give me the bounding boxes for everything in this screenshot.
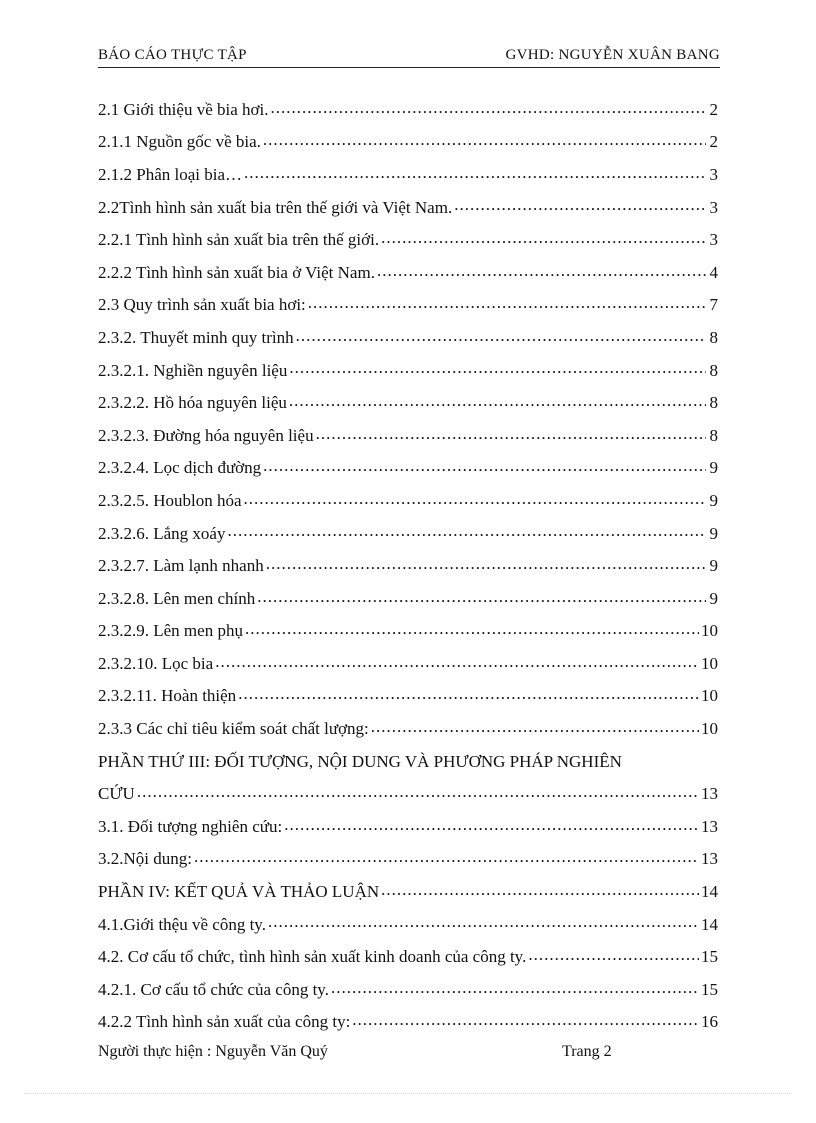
dot-leader <box>528 946 699 973</box>
toc-page-number: 13 <box>701 816 718 836</box>
toc-entry[interactable]: 2.3.2.10. Lọc bia ..... 10 <box>98 647 718 680</box>
toc-page-number: 3 <box>709 230 718 250</box>
toc-page-number: 10 <box>701 719 718 739</box>
toc-page-number: 9 <box>709 523 718 543</box>
toc-entry[interactable]: 2.1.1 Nguồn gốc về bia. ..... 2 <box>98 126 718 159</box>
toc-entry[interactable]: 2.3 Quy trình sản xuất bia hơi: ..... 7 <box>98 289 718 322</box>
dot-leader <box>257 588 706 615</box>
toc-page-number: 10 <box>701 653 718 673</box>
toc-entry[interactable]: 2.1.2 Phân loại bia… ..... 3 <box>98 158 718 191</box>
dot-leader <box>371 718 699 745</box>
page-number-label: Trang 2 <box>562 1043 612 1060</box>
dot-leader <box>194 848 699 875</box>
toc-page-number: 7 <box>709 295 718 315</box>
toc-entry[interactable]: 2.2.1 Tình hình sản xuất bia trên thế giới. ..... 3 <box>98 223 718 256</box>
report-title: BÁO CÁO THỰC TẬP <box>98 47 247 63</box>
dot-leader <box>268 913 699 940</box>
toc-entry[interactable]: 2.3.2.2. Hồ hóa nguyên liệu ..... 8 <box>98 386 718 419</box>
toc-page-number: 9 <box>709 556 718 576</box>
dot-leader <box>454 196 706 223</box>
table-of-contents <box>98 93 718 1038</box>
toc-entry[interactable]: 3.1. Đối tượng nghiên cứu: ..... 13 <box>98 810 718 843</box>
dot-leader <box>352 1011 699 1038</box>
toc-page-number: 9 <box>709 588 718 608</box>
toc-page-number: 14 <box>701 882 718 902</box>
dot-leader <box>270 99 706 126</box>
toc-entry[interactable]: 2.3.2.3. Đường hóa nguyên liệu ..... 8 <box>98 419 718 452</box>
toc-entry[interactable]: 2.3.3 Các chỉ tiêu kiểm soát chất lượng: ..... 10 <box>98 712 718 745</box>
toc-page-number: 8 <box>709 360 718 380</box>
dot-leader <box>308 294 706 321</box>
dot-leader <box>244 490 706 517</box>
toc-page-number: 14 <box>701 914 718 934</box>
toc-page-number: 2 <box>709 99 718 119</box>
dot-leader <box>244 164 706 191</box>
supervisor-name: GVHD: NGUYỄN XUÂN BANG <box>505 47 720 63</box>
toc-page-number: 10 <box>701 621 718 641</box>
dot-leader <box>381 229 706 256</box>
toc-entry[interactable]: 2.3.2.9. Lên men phụ ..... 10 <box>98 615 718 648</box>
toc-entry-part3[interactable]: PHẦN THỨ III: ĐỐI TƯỢNG, NỘI DUNG VÀ PHƯƠNG PHÁP NGHIÊN <box>98 751 622 771</box>
header-divider <box>98 67 720 68</box>
toc-page-number: 3 <box>709 164 718 184</box>
toc-entry[interactable]: 2.2.2 Tình hình sản xuất bia ở Việt Nam. ..... 4 <box>98 256 718 289</box>
toc-entry[interactable]: 2.3.2.5. Houblon hóa ..... 9 <box>98 484 718 517</box>
dot-leader <box>289 359 706 386</box>
dot-leader <box>331 979 699 1006</box>
toc-page-number: 16 <box>701 1012 718 1032</box>
dot-leader <box>227 522 706 549</box>
toc-page-number: 2 <box>709 132 718 152</box>
dot-leader <box>296 327 706 354</box>
author-line: Người thực hiện : Nguyễn Văn Quý <box>98 1043 328 1060</box>
dot-leader <box>289 392 706 419</box>
toc-entry[interactable]: 4.2.1. Cơ cấu tổ chức của công ty. ..... 15 <box>98 973 718 1006</box>
toc-entry[interactable]: 2.3.2.1. Nghiền nguyên liệu ..... 8 <box>98 354 718 387</box>
dot-leader <box>263 131 706 158</box>
dot-leader <box>263 457 706 484</box>
toc-page-number: 8 <box>709 393 718 413</box>
page-bottom-divider <box>24 1093 792 1094</box>
toc-page-number: 15 <box>701 947 718 967</box>
toc-entry[interactable]: 2.3.2.7. Làm lạnh nhanh ..... 9 <box>98 549 718 582</box>
dot-leader <box>245 620 699 647</box>
dot-leader <box>377 262 706 289</box>
toc-page-number: 9 <box>709 490 718 510</box>
toc-entry[interactable]: 2.3.2. Thuyết minh quy trình ..... 8 <box>98 321 718 354</box>
toc-page-number: 13 <box>701 784 718 804</box>
dot-leader <box>137 783 699 810</box>
dot-leader <box>215 653 699 680</box>
dot-leader <box>316 425 706 452</box>
toc-page-number: 8 <box>709 425 718 445</box>
toc-entry[interactable]: 2.3.2.4. Lọc dịch đường ..... 9 <box>98 452 718 485</box>
toc-page-number: 8 <box>709 327 718 347</box>
toc-page-number: 13 <box>701 849 718 869</box>
toc-entry[interactable]: 2.3.2.6. Lắng xoáy ..... 9 <box>98 517 718 550</box>
toc-entry[interactable]: 2.2Tình hình sản xuất bia trên thế giới và Việt Nam. ..... 3 <box>98 191 718 224</box>
toc-entry[interactable]: 4.1.Giới thệu về công ty. ..... 14 <box>98 908 718 941</box>
toc-entry-part3-cont[interactable]: CỨU ..... 13 <box>98 777 718 810</box>
toc-entry[interactable]: 2.3.2.8. Lên men chính ..... 9 <box>98 582 718 615</box>
toc-entry[interactable]: 2.1 Giới thiệu về bia hơi. ..... 2 <box>98 93 718 126</box>
toc-entry[interactable]: 3.2.Nội dung: ..... 13 <box>98 843 718 876</box>
toc-page-number: 15 <box>701 979 718 999</box>
dot-leader <box>238 685 699 712</box>
dot-leader <box>266 555 706 582</box>
toc-page-number: 9 <box>709 458 718 478</box>
toc-entry[interactable]: 4.2.2 Tình hình sản xuất của công ty: ..... 16 <box>98 1006 718 1039</box>
toc-page-number: 3 <box>709 197 718 217</box>
dot-leader <box>284 816 699 843</box>
toc-page-number: 4 <box>709 262 718 282</box>
toc-entry[interactable]: PHẦN IV: KẾT QUẢ VÀ THẢO LUẬN ..... 14 <box>98 875 718 908</box>
toc-entry[interactable]: 4.2. Cơ cấu tổ chức, tình hình sản xuất kinh doanh của công ty. ..... 15 <box>98 940 718 973</box>
toc-entry[interactable]: 2.3.2.11. Hoàn thiện ..... 10 <box>98 680 718 713</box>
toc-page-number: 10 <box>701 686 718 706</box>
page-header <box>98 47 720 64</box>
dot-leader <box>381 881 699 908</box>
